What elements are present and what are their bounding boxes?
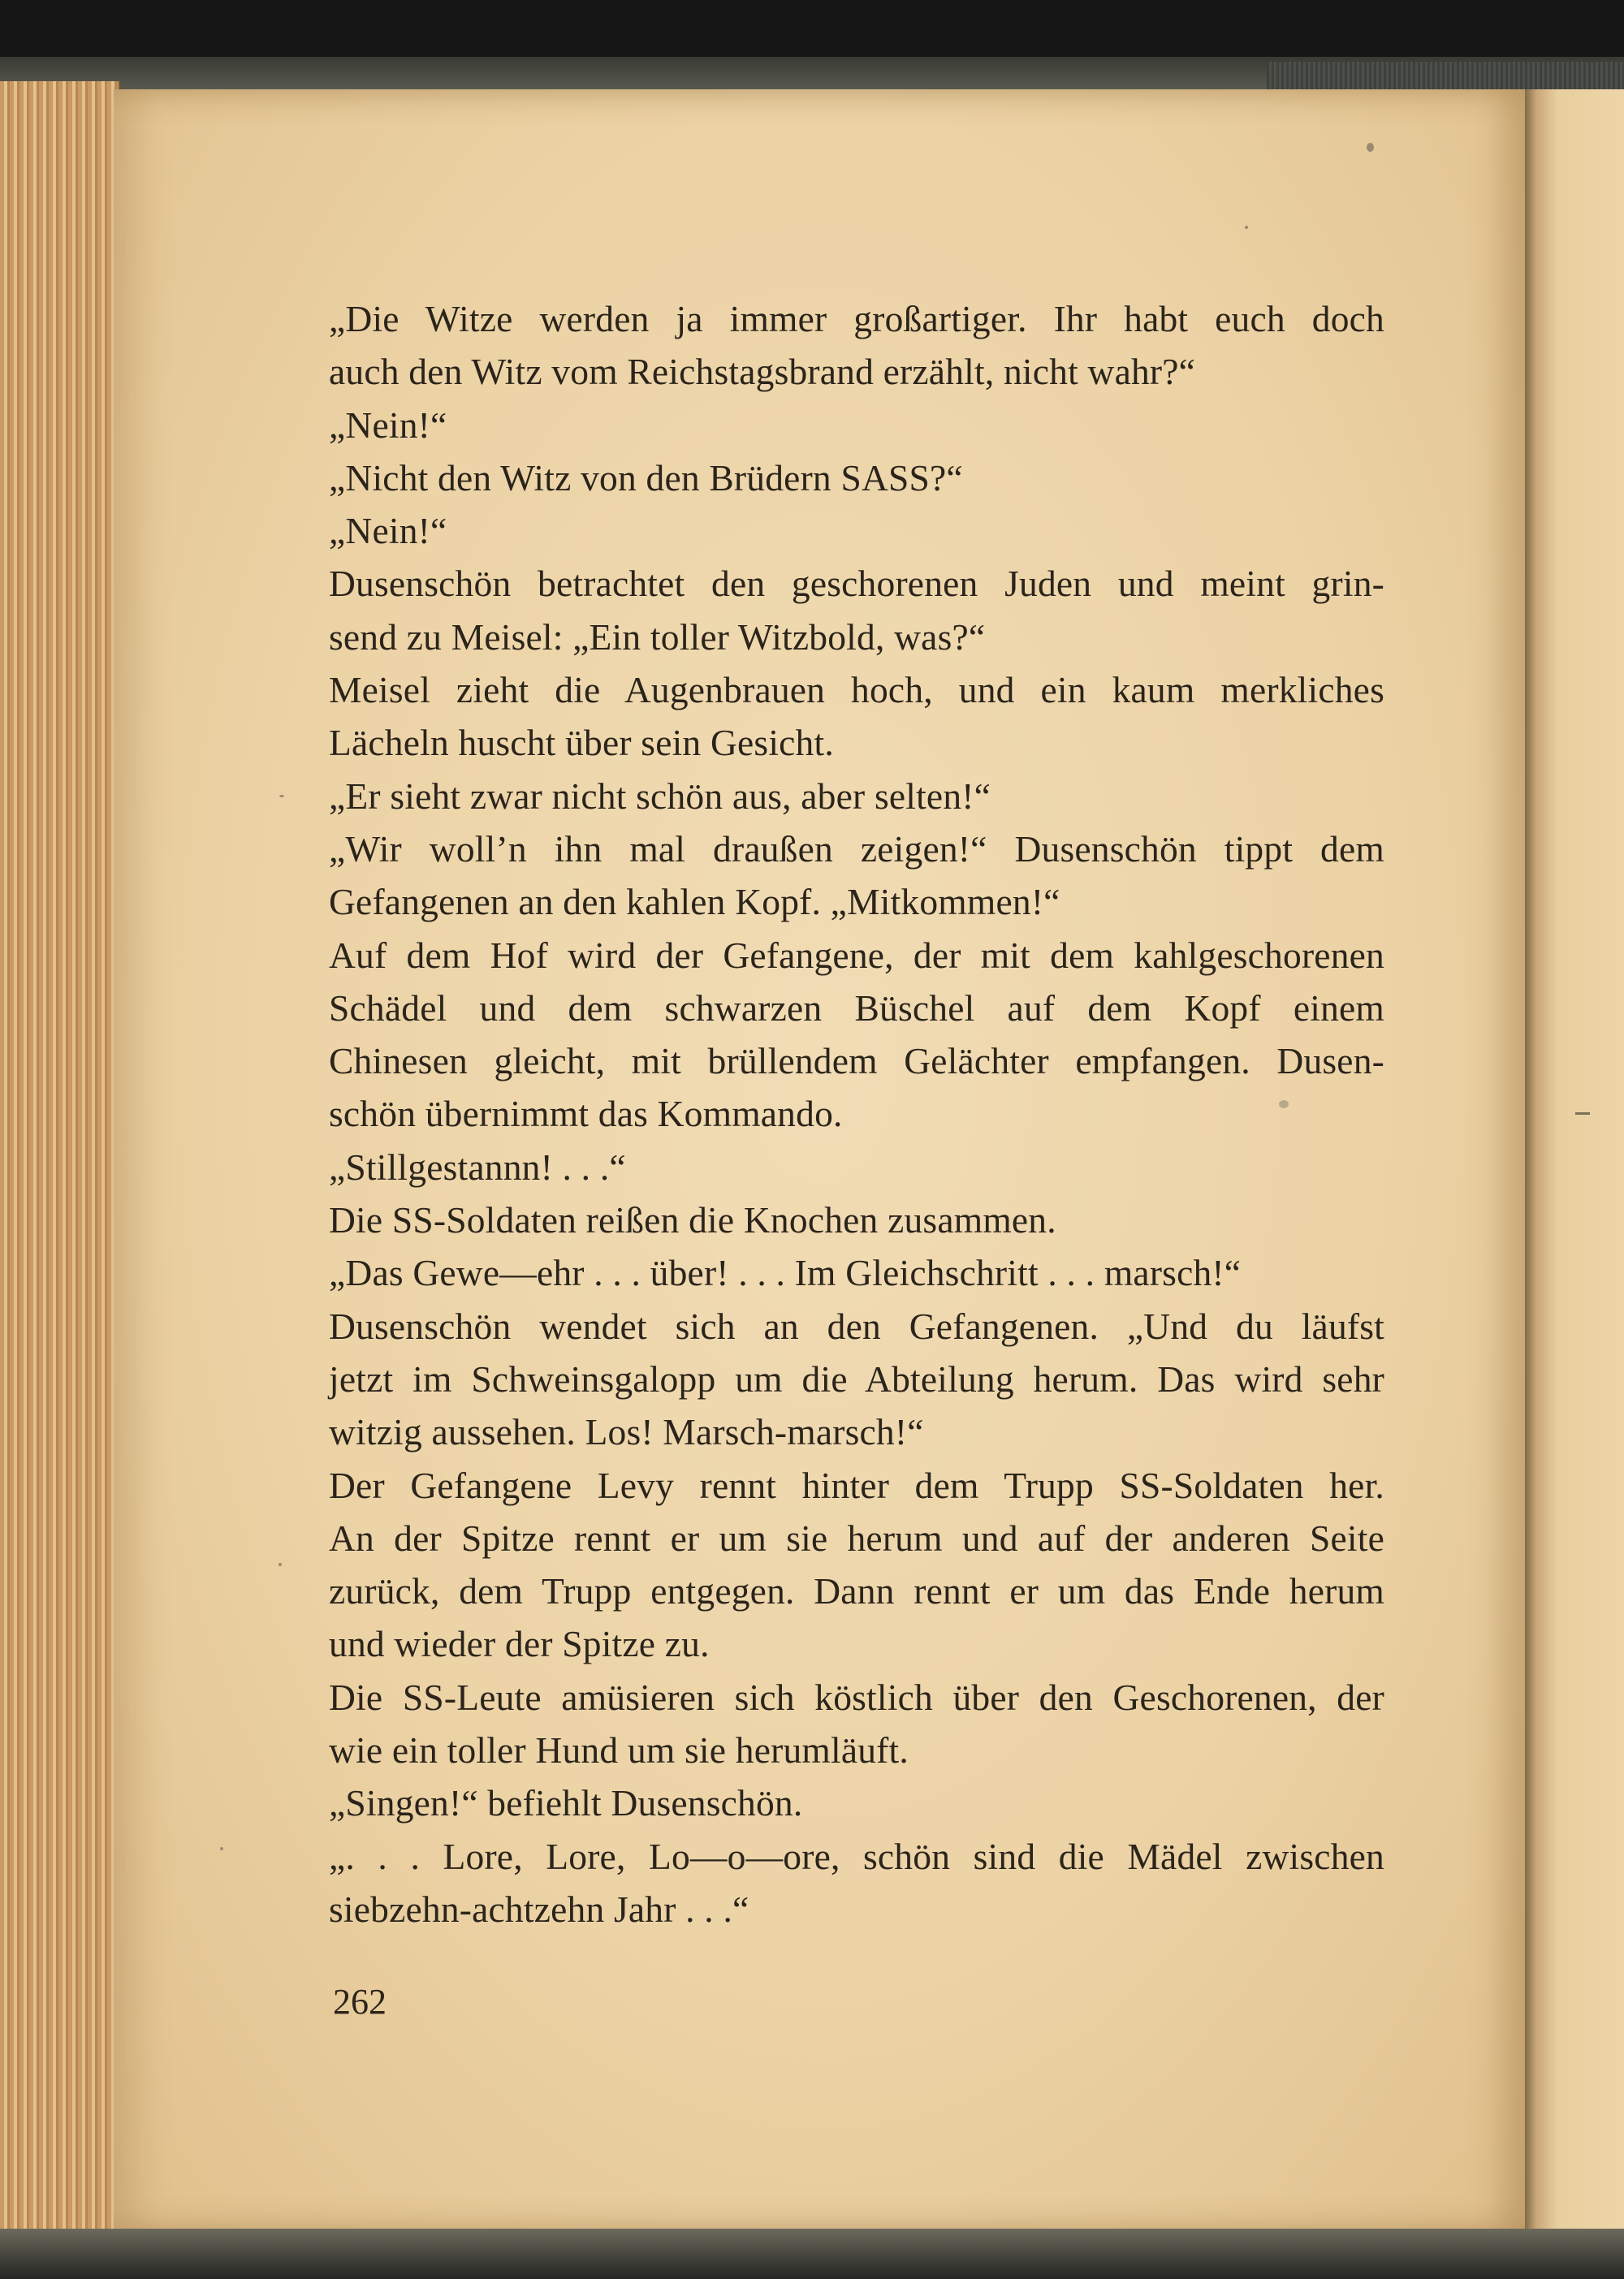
page-number: 262 [333,1982,387,2022]
text-line: wie ein toller Hund um sie herumläuft. [329,1729,909,1772]
text-line: Auf dem Hof wird der Gefangene, der mit dem kahlgeschorenen [329,934,1384,976]
text-line: Dusenschön betrachtet den geschorenen Juden und meint grin- [329,563,1384,605]
text-line: jetzt im Schweinsgalopp um die Abteilung herum. Das wird sehr [329,1357,1384,1400]
book-cover-bottom [0,2229,1624,2279]
text-line: schön übernimmt das Kommando. [329,1093,843,1135]
text-line: „Das Gewe—ehr . . . über! . . . Im Gleichschritt . . . marsch!“ [329,1252,1242,1294]
page-text [329,292,1384,1936]
text-line: Meisel zieht die Augenbrauen hoch, und ein kaum merkliches [329,669,1384,711]
text-line: und wieder der Spitze zu. [329,1623,710,1665]
text-line: „Singen!“ befiehlt Dusenschön. [329,1782,803,1824]
text-line: Lächeln huscht über sein Gesicht. [329,722,834,764]
text-line: „Stillgestannn! . . .“ [329,1146,626,1188]
text-line: Dusenschön wendet sich an den Gefangenen. „Und du läufst [329,1305,1384,1347]
text-line: send zu Meisel: „Ein toller Witzbold, was?“ [329,615,986,658]
paper-speck [279,1563,282,1566]
text-line: zurück, dem Trupp entgegen. Dann rennt er um das Ende herum [329,1570,1384,1612]
text-line: „Nicht den Witz von den Brüdern SASS?“ [329,456,963,499]
paper-speck [220,1847,223,1850]
text-line: An der Spitze rennt er um sie herum und auf der anderen Seite [329,1517,1384,1559]
text-line: Schädel und dem schwarzen Büschel auf dem Kopf einem [329,986,1384,1029]
text-line: Der Gefangene Levy rennt hinter dem Trupp SS-Soldaten her. [329,1464,1384,1506]
text-line: Chinesen gleicht, mit brüllendem Gelächter empfangen. Dusen- [329,1040,1384,1082]
text-line: Die SS-Leute amüsieren sich köstlich über den Geschorenen, der [329,1676,1384,1718]
text-line: „Die Witze werden ja immer großartiger. Ihr habt euch doch [329,298,1384,339]
page-mark [1575,1112,1590,1115]
text-line: auch den Witz vom Reichstagsbrand erzählt, nicht wahr?“ [329,351,1196,393]
text-line: Die SS-Soldaten reißen die Knochen zusammen. [329,1199,1056,1241]
page-edges [0,81,119,2241]
text-line: „. . . Lore, Lore, Lo—o—ore, schön sind die Mädel zwischen [329,1835,1384,1877]
text-line: „Er sieht zwar nicht schön aus, aber selten!“ [329,775,991,817]
paper-speck [279,795,284,797]
text-line: Gefangenen an den kahlen Kopf. „Mitkommen!“ [329,881,1060,923]
text-line: „Nein!“ [329,510,447,552]
text-line: „Wir woll’n ihn mal draußen zeigen!“ Dusenschön tippt dem [329,827,1384,870]
text-line: „Nein!“ [329,404,447,446]
paper-speck [1245,226,1248,229]
text-line: siebzehn-achtzehn Jahr . . .“ [329,1888,749,1930]
text-line: witzig aussehen. Los! Marsch-marsch!“ [329,1411,924,1453]
book-gutter [1525,89,1624,2233]
paper-speck [1367,143,1374,152]
